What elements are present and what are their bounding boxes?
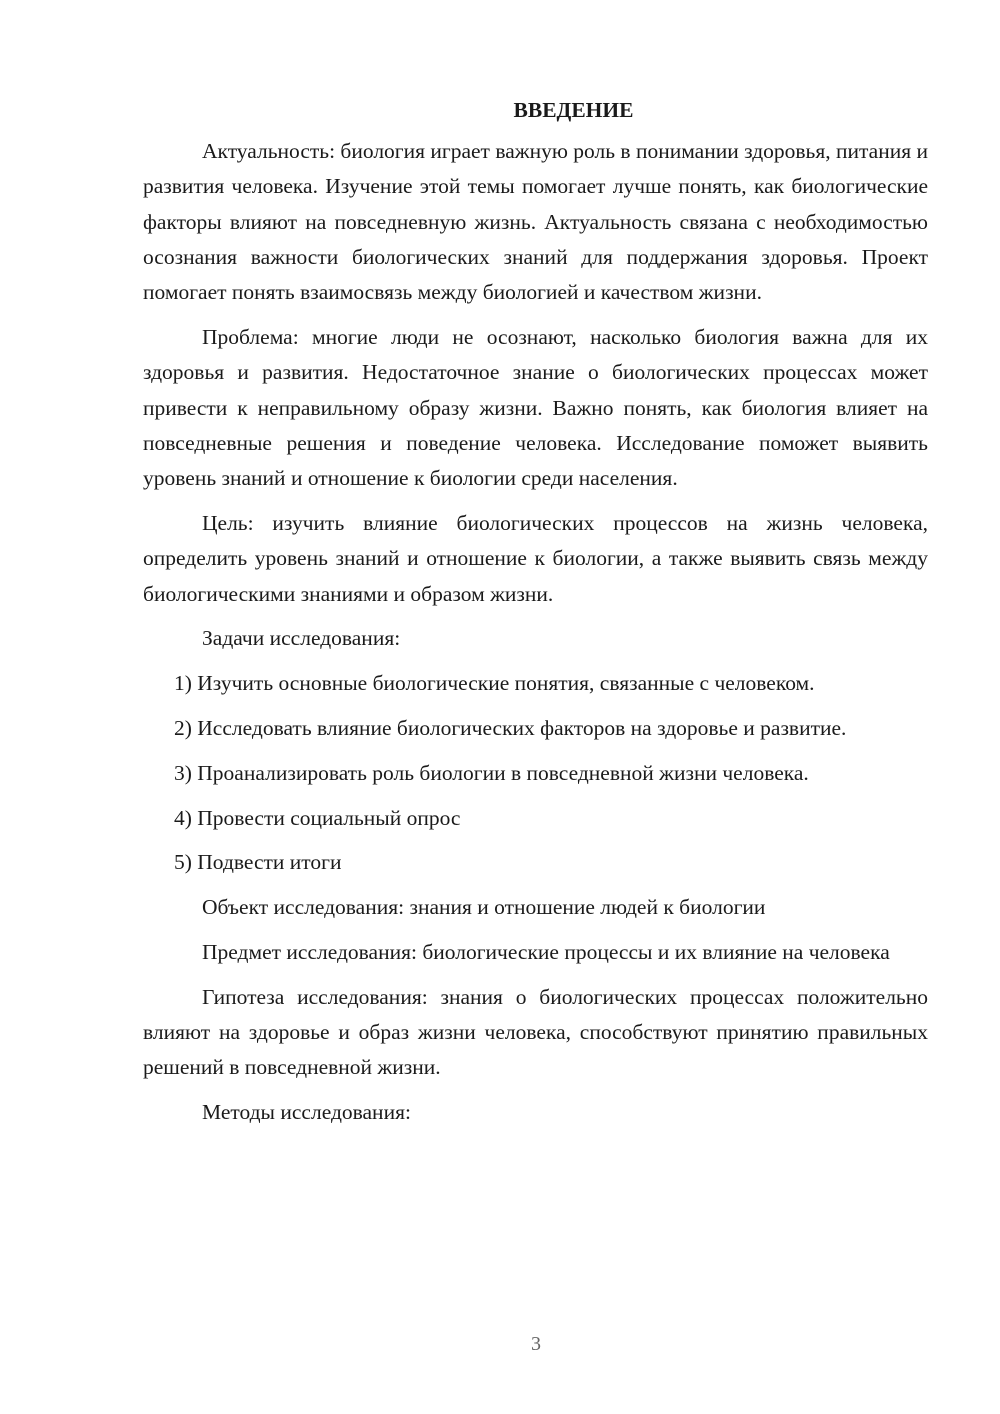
- paragraph-object: Объект исследования: знания и отношение людей к биологии: [202, 895, 766, 920]
- paragraph-relevance: Актуальность: биология играет важную роль в понимании здоровья, питания и развития человека. Изучение этой темы помогает лучше понять, как биологические факторы влияют на повседневную жизнь. Актуальность связана с необходимостью осознания важности биологических знаний для поддержания здоровья. Проект помогает понять взаимосвязь между биологией и качеством жизни.: [143, 139, 928, 305]
- task-item: 2) Исследовать влияние биологических факторов на здоровье и развитие.: [174, 715, 847, 740]
- paragraph-problem: Проблема: многие люди не осознают, насколько биология важна для их здоровья и развития. Недостаточное знание о биологических процессах может привести к неправильному образу жизни. Важно понять, как биология влияет на повседневные решения и поведение человека. Исследование поможет выявить уровень знаний и отношение к биологии среди населения.: [143, 324, 928, 491]
- task-item: 4) Провести социальный опрос: [174, 805, 461, 830]
- task-item: 3) Проанализировать роль биологии в повседневной жизни человека.: [174, 760, 809, 785]
- paragraph-hypothesis: Гипотеза исследования: знания о биологических процессах положительно влияют на здоровье и образ жизни человека, способствуют принятию правильных решений в повседневной жизни.: [143, 984, 928, 1080]
- paragraph-subject: Предмет исследования: биологические процессы и их влияние на человека: [202, 939, 890, 964]
- paragraph-goal: Цель: изучить влияние биологических процессов на жизнь человека, определить уровень знаний и отношение к биологии, а также выявить связь между биологическими знаниями и образом жизни.: [143, 510, 928, 606]
- paragraph-methods: Методы исследования:: [202, 1100, 411, 1125]
- page-number: 3: [531, 1333, 541, 1355]
- page-content: [143, 93, 928, 1140]
- task-item: 1) Изучить основные биологические понятия, связанные с человеком.: [174, 671, 815, 696]
- task-item: 5) Подвести итоги: [174, 850, 342, 875]
- paragraph-tasks-title: Задачи исследования:: [202, 626, 401, 651]
- section-heading: ВВЕДЕНИЕ: [513, 98, 634, 122]
